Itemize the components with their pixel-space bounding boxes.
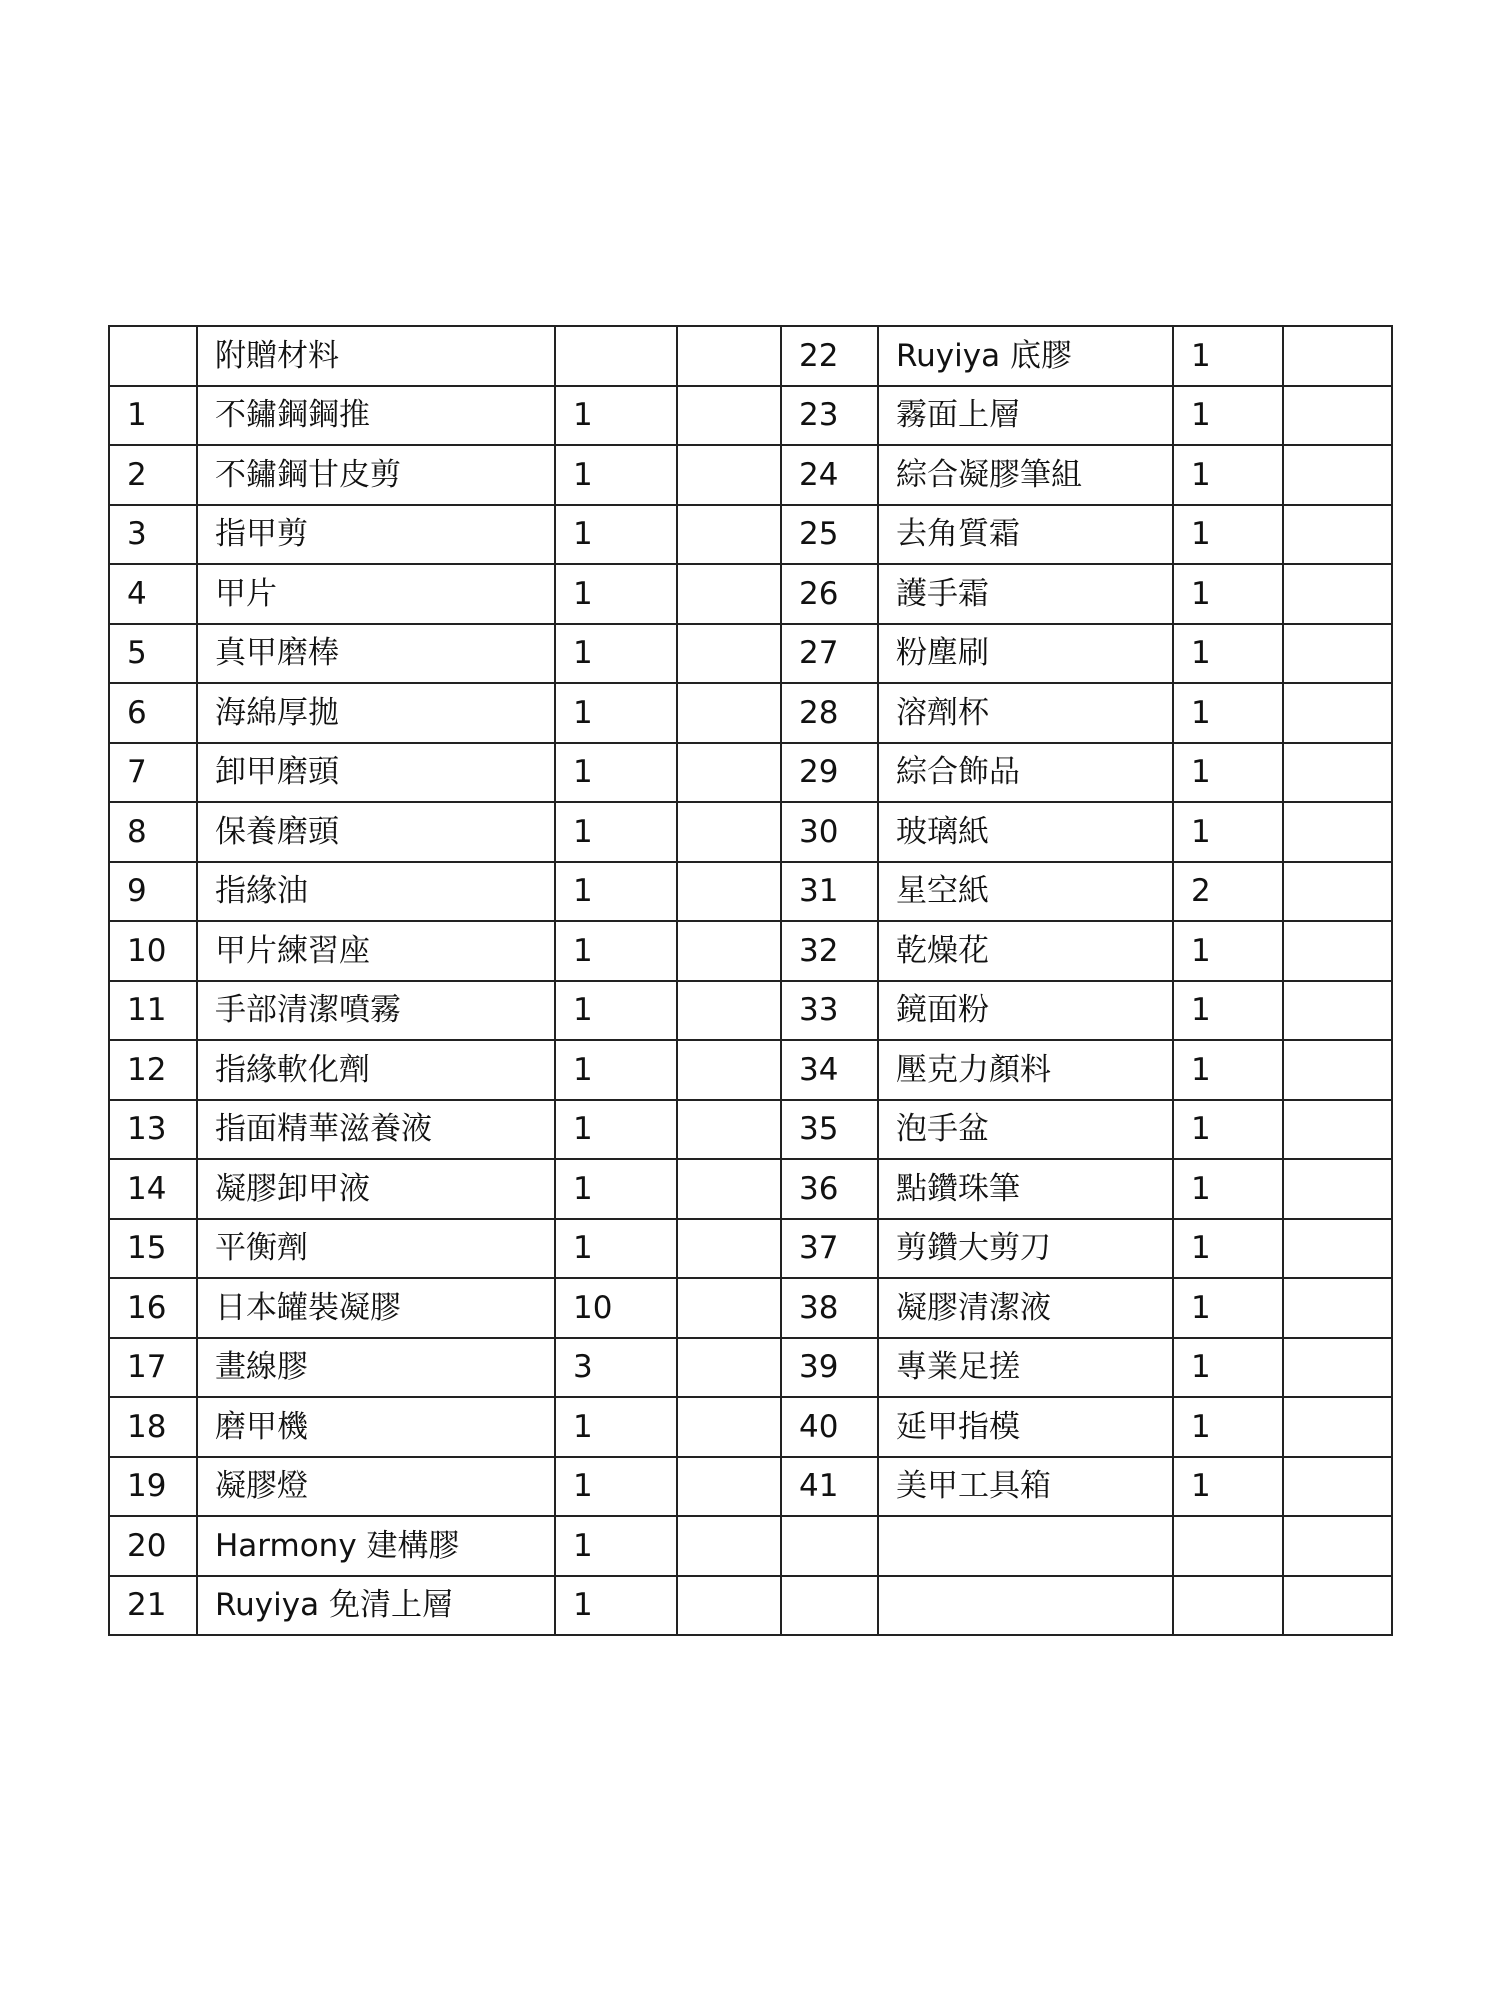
table-row <box>109 1040 1392 1100</box>
right-item-name: 專業足搓 <box>878 1338 1173 1398</box>
right-blank-cell <box>1283 1278 1392 1338</box>
left-item-quantity <box>555 326 677 386</box>
left-item-name: 保養磨頭 <box>197 802 555 862</box>
left-blank-cell <box>677 505 781 565</box>
right-blank-cell <box>1283 1457 1392 1517</box>
right-item-quantity: 1 <box>1173 802 1283 862</box>
right-blank-cell <box>1283 1576 1392 1636</box>
right-item-quantity: 1 <box>1173 1457 1283 1517</box>
left-blank-cell <box>677 564 781 624</box>
right-item-name <box>878 1516 1173 1576</box>
right-item-name: 綜合飾品 <box>878 743 1173 803</box>
right-blank-cell <box>1283 743 1392 803</box>
right-item-quantity: 2 <box>1173 862 1283 922</box>
right-item-quantity: 1 <box>1173 981 1283 1041</box>
right-item-name: 鏡面粉 <box>878 981 1173 1041</box>
right-item-quantity: 1 <box>1173 1338 1283 1398</box>
left-item-quantity: 1 <box>555 862 677 922</box>
left-item-name: 指緣軟化劑 <box>197 1040 555 1100</box>
left-blank-cell <box>677 1516 781 1576</box>
left-item-number: 19 <box>109 1457 197 1517</box>
right-item-number: 25 <box>781 505 878 565</box>
left-blank-cell <box>677 921 781 981</box>
right-item-number: 23 <box>781 386 878 446</box>
left-item-name: 甲片練習座 <box>197 921 555 981</box>
left-item-quantity: 1 <box>555 802 677 862</box>
right-item-number: 29 <box>781 743 878 803</box>
left-item-quantity: 1 <box>555 445 677 505</box>
left-item-name: 附贈材料 <box>197 326 555 386</box>
right-item-number: 36 <box>781 1159 878 1219</box>
left-item-quantity: 3 <box>555 1338 677 1398</box>
left-item-name: 畫線膠 <box>197 1338 555 1398</box>
left-item-name: 不鏽鋼鋼推 <box>197 386 555 446</box>
left-item-number: 21 <box>109 1576 197 1636</box>
right-item-number: 37 <box>781 1219 878 1279</box>
table-row <box>109 505 1392 565</box>
right-item-number: 24 <box>781 445 878 505</box>
right-item-number <box>781 1576 878 1636</box>
left-item-name: 磨甲機 <box>197 1397 555 1457</box>
left-item-quantity: 1 <box>555 1219 677 1279</box>
right-item-quantity: 1 <box>1173 1159 1283 1219</box>
right-item-number: 31 <box>781 862 878 922</box>
right-item-quantity: 1 <box>1173 505 1283 565</box>
left-item-number: 3 <box>109 505 197 565</box>
right-item-quantity <box>1173 1516 1283 1576</box>
left-blank-cell <box>677 683 781 743</box>
right-blank-cell <box>1283 921 1392 981</box>
right-item-number: 35 <box>781 1100 878 1160</box>
table-row <box>109 1397 1392 1457</box>
left-item-name: 凝膠燈 <box>197 1457 555 1517</box>
left-item-quantity: 1 <box>555 386 677 446</box>
right-blank-cell <box>1283 1397 1392 1457</box>
right-item-number: 41 <box>781 1457 878 1517</box>
left-item-number: 2 <box>109 445 197 505</box>
left-blank-cell <box>677 743 781 803</box>
table-row <box>109 564 1392 624</box>
left-item-number: 10 <box>109 921 197 981</box>
right-item-quantity: 1 <box>1173 1219 1283 1279</box>
right-blank-cell <box>1283 1040 1392 1100</box>
table-row <box>109 921 1392 981</box>
left-item-name: 甲片 <box>197 564 555 624</box>
left-blank-cell <box>677 326 781 386</box>
right-item-number: 28 <box>781 683 878 743</box>
right-item-name: 延甲指模 <box>878 1397 1173 1457</box>
left-blank-cell <box>677 1278 781 1338</box>
left-blank-cell <box>677 981 781 1041</box>
right-item-number: 39 <box>781 1338 878 1398</box>
right-item-name: Ruyiya 底膠 <box>878 326 1173 386</box>
left-item-quantity: 1 <box>555 624 677 684</box>
right-item-number: 33 <box>781 981 878 1041</box>
left-item-quantity: 1 <box>555 1516 677 1576</box>
right-item-name: 凝膠清潔液 <box>878 1278 1173 1338</box>
left-item-number: 15 <box>109 1219 197 1279</box>
left-item-number: 13 <box>109 1100 197 1160</box>
left-item-quantity: 1 <box>555 981 677 1041</box>
right-blank-cell <box>1283 802 1392 862</box>
left-item-name: 手部清潔噴霧 <box>197 981 555 1041</box>
left-blank-cell <box>677 624 781 684</box>
right-blank-cell <box>1283 1100 1392 1160</box>
left-item-quantity: 1 <box>555 1576 677 1636</box>
left-item-quantity: 1 <box>555 921 677 981</box>
right-item-quantity: 1 <box>1173 743 1283 803</box>
right-item-quantity: 1 <box>1173 1040 1283 1100</box>
right-item-number: 34 <box>781 1040 878 1100</box>
table-row <box>109 862 1392 922</box>
right-item-quantity: 1 <box>1173 683 1283 743</box>
left-item-quantity: 1 <box>555 505 677 565</box>
left-blank-cell <box>677 1457 781 1517</box>
left-blank-cell <box>677 1159 781 1219</box>
right-item-number <box>781 1516 878 1576</box>
right-item-quantity: 1 <box>1173 1278 1283 1338</box>
left-item-name: 卸甲磨頭 <box>197 743 555 803</box>
left-item-name: 真甲磨棒 <box>197 624 555 684</box>
table-row <box>109 683 1392 743</box>
left-item-name: 海綿厚拋 <box>197 683 555 743</box>
right-item-name: 去角質霜 <box>878 505 1173 565</box>
right-item-name: 泡手盆 <box>878 1100 1173 1160</box>
left-item-quantity: 1 <box>555 564 677 624</box>
right-item-number: 40 <box>781 1397 878 1457</box>
right-item-name: 霧面上層 <box>878 386 1173 446</box>
left-blank-cell <box>677 1219 781 1279</box>
table-row <box>109 1457 1392 1517</box>
left-blank-cell <box>677 386 781 446</box>
right-item-number: 32 <box>781 921 878 981</box>
table-row <box>109 1338 1392 1398</box>
right-blank-cell <box>1283 386 1392 446</box>
right-blank-cell <box>1283 862 1392 922</box>
left-item-number: 5 <box>109 624 197 684</box>
right-item-name: 星空紙 <box>878 862 1173 922</box>
left-item-number: 6 <box>109 683 197 743</box>
right-item-quantity <box>1173 1576 1283 1636</box>
left-item-number: 7 <box>109 743 197 803</box>
left-item-quantity: 1 <box>555 683 677 743</box>
right-blank-cell <box>1283 981 1392 1041</box>
right-blank-cell <box>1283 326 1392 386</box>
left-item-number: 16 <box>109 1278 197 1338</box>
right-blank-cell <box>1283 445 1392 505</box>
right-item-number: 38 <box>781 1278 878 1338</box>
left-item-quantity: 1 <box>555 743 677 803</box>
left-blank-cell <box>677 862 781 922</box>
table-row <box>109 1219 1392 1279</box>
left-blank-cell <box>677 1397 781 1457</box>
left-item-number: 17 <box>109 1338 197 1398</box>
right-blank-cell <box>1283 683 1392 743</box>
right-blank-cell <box>1283 1219 1392 1279</box>
right-blank-cell <box>1283 564 1392 624</box>
table-row <box>109 1159 1392 1219</box>
left-item-number: 8 <box>109 802 197 862</box>
left-item-name: Harmony 建構膠 <box>197 1516 555 1576</box>
right-item-name: 溶劑杯 <box>878 683 1173 743</box>
table-row <box>109 624 1392 684</box>
left-item-name: 凝膠卸甲液 <box>197 1159 555 1219</box>
left-blank-cell <box>677 445 781 505</box>
right-blank-cell <box>1283 505 1392 565</box>
left-item-quantity: 1 <box>555 1040 677 1100</box>
table-row <box>109 1516 1392 1576</box>
left-item-name: 日本罐裝凝膠 <box>197 1278 555 1338</box>
right-item-quantity: 1 <box>1173 386 1283 446</box>
right-item-quantity: 1 <box>1173 445 1283 505</box>
right-item-name: 美甲工具箱 <box>878 1457 1173 1517</box>
left-item-quantity: 10 <box>555 1278 677 1338</box>
right-item-name: 綜合凝膠筆組 <box>878 445 1173 505</box>
left-item-number: 12 <box>109 1040 197 1100</box>
left-item-number: 20 <box>109 1516 197 1576</box>
table-row <box>109 981 1392 1041</box>
right-item-name: 點鑽珠筆 <box>878 1159 1173 1219</box>
left-item-quantity: 1 <box>555 1159 677 1219</box>
right-item-name <box>878 1576 1173 1636</box>
left-item-number: 1 <box>109 386 197 446</box>
right-item-number: 30 <box>781 802 878 862</box>
left-item-number: 18 <box>109 1397 197 1457</box>
right-item-quantity: 1 <box>1173 1397 1283 1457</box>
right-item-quantity: 1 <box>1173 326 1283 386</box>
right-item-name: 壓克力顏料 <box>878 1040 1173 1100</box>
table-body <box>109 326 1392 1635</box>
left-item-name: 不鏽鋼甘皮剪 <box>197 445 555 505</box>
left-item-quantity: 1 <box>555 1457 677 1517</box>
right-item-number: 27 <box>781 624 878 684</box>
table-row <box>109 1100 1392 1160</box>
table-row <box>109 743 1392 803</box>
left-item-quantity: 1 <box>555 1397 677 1457</box>
left-item-name: 平衡劑 <box>197 1219 555 1279</box>
right-blank-cell <box>1283 1338 1392 1398</box>
table-row <box>109 1278 1392 1338</box>
left-blank-cell <box>677 1040 781 1100</box>
left-item-number: 14 <box>109 1159 197 1219</box>
right-item-quantity: 1 <box>1173 921 1283 981</box>
left-item-number <box>109 326 197 386</box>
right-item-name: 乾燥花 <box>878 921 1173 981</box>
left-item-number: 4 <box>109 564 197 624</box>
right-blank-cell <box>1283 624 1392 684</box>
right-item-quantity: 1 <box>1173 624 1283 684</box>
right-item-number: 26 <box>781 564 878 624</box>
materials-table <box>108 325 1393 1636</box>
left-blank-cell <box>677 1100 781 1160</box>
left-blank-cell <box>677 1576 781 1636</box>
right-item-name: 玻璃紙 <box>878 802 1173 862</box>
left-item-name: 指緣油 <box>197 862 555 922</box>
left-item-quantity: 1 <box>555 1100 677 1160</box>
left-item-number: 11 <box>109 981 197 1041</box>
right-item-quantity: 1 <box>1173 1100 1283 1160</box>
right-item-name: 剪鑽大剪刀 <box>878 1219 1173 1279</box>
table-row <box>109 802 1392 862</box>
right-item-name: 粉塵刷 <box>878 624 1173 684</box>
left-blank-cell <box>677 802 781 862</box>
right-item-number: 22 <box>781 326 878 386</box>
right-blank-cell <box>1283 1159 1392 1219</box>
left-item-name: Ruyiya 免清上層 <box>197 1576 555 1636</box>
table-row <box>109 386 1392 446</box>
left-item-name: 指面精華滋養液 <box>197 1100 555 1160</box>
left-blank-cell <box>677 1338 781 1398</box>
left-item-name: 指甲剪 <box>197 505 555 565</box>
right-item-name: 護手霜 <box>878 564 1173 624</box>
table-row <box>109 326 1392 386</box>
left-item-number: 9 <box>109 862 197 922</box>
table-row <box>109 1576 1392 1636</box>
right-item-quantity: 1 <box>1173 564 1283 624</box>
right-blank-cell <box>1283 1516 1392 1576</box>
table-row <box>109 445 1392 505</box>
